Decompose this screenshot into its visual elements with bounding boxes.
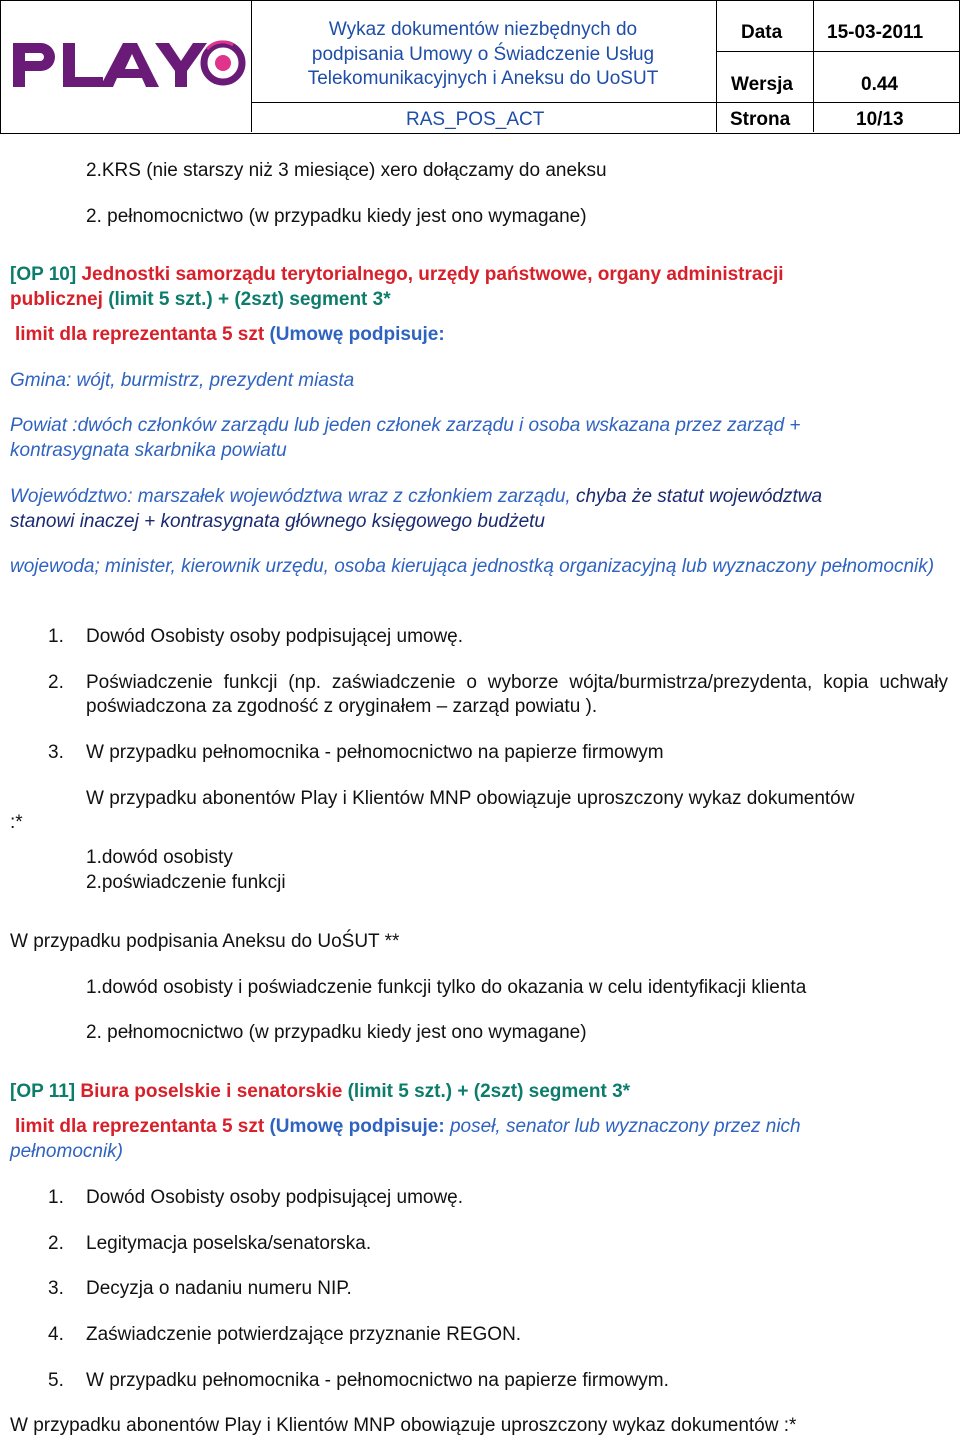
document-header — [0, 0, 960, 134]
op10-item: W przypadku pełnomocnika - pełnomocnictwo na papierze firmowym — [86, 742, 664, 763]
wojewodztwo-line-cont: stanowi inaczej + kontrasygnata głównego księgowego budżetu — [10, 511, 545, 532]
op10-item-number: 1. — [48, 626, 64, 647]
powiat-line-cont: kontrasygnata skarbnika powiatu — [10, 440, 287, 461]
op11-heading: [OP 11] Biura poselskie i senatorskie (limit 5 szt.) + (2szt) segment 3* — [10, 1081, 631, 1102]
op11-rep-limit: limit dla reprezentanta 5 szt (Umowę podpisuje: poseł, senator lub wyznaczony przez nich — [15, 1116, 801, 1137]
document-title: Wykaz dokumentów niezbędnych do podpisania Umowy o Świadczenie Usług Telekomunikacyjnych i Aneksu do UoSUT — [307, 19, 659, 89]
play-logo — [11, 29, 247, 99]
op10-heading: [OP 10] Jednostki samorządu terytorialnego, urzędy państwowe, organy administracji — [10, 264, 784, 285]
powiat-line: Powiat :dwóch członków zarządu lub jeden członek zarządu i osoba wskazana przez zarząd + — [10, 415, 801, 436]
op11-item: W przypadku pełnomocnika - pełnomocnictwo na papierze firmowym. — [86, 1370, 669, 1391]
version-value: 0.44 — [861, 74, 898, 95]
mnp-item: 1.dowód osobisty — [86, 847, 233, 868]
op11-item: Zaświadczenie potwierdzające przyznanie REGON. — [86, 1324, 522, 1345]
krs-line: 2.KRS (nie starszy niż 3 miesiące) xero dołączamy do aneksu — [86, 160, 607, 181]
mnp-item: 2.poświadczenie funkcji — [86, 872, 286, 893]
date-value: 15-03-2011 — [827, 22, 924, 43]
op11-item-number: 5. — [48, 1370, 64, 1391]
page-number: 10/13 — [856, 109, 904, 130]
version-label: Wersja — [731, 74, 793, 95]
power-of-attorney-line: 2. pełnomocnictwo (w przypadku kiedy jest ono wymagane) — [86, 206, 587, 227]
op11-item-number: 2. — [48, 1233, 64, 1254]
annex-item: 2. pełnomocnictwo (w przypadku kiedy jest ono wymagane) — [86, 1022, 587, 1043]
op10-heading-cont: publicznej (limit 5 szt.) + (2szt) segment 3* — [10, 289, 391, 310]
op10-rep-limit: limit dla reprezentanta 5 szt (Umowę podpisuje: — [15, 324, 445, 345]
op11-item: Legitymacja poselska/senatorska. — [86, 1233, 372, 1254]
op10-item: Poświadczenie funkcji (np. zaświadczenie o wyborze wójta/burmistrza/prezydenta, kopia uchwały poświadczona za zgodność z oryginałem – zarząd powiatu ). — [86, 672, 948, 717]
op10-item-number: 3. — [48, 742, 64, 763]
wojewoda-line: wojewoda; minister, kierownik urzędu, osoba kierująca jednostką organizacyjną lub wyznaczony pełnomocnik) — [10, 556, 935, 577]
annex-item: 1.dowód osobisty i poświadczenie funkcji tylko do okazania w celu identyfikacji klienta — [86, 977, 807, 998]
wojewodztwo-line: Województwo: marszałek województwa wraz z członkiem zarządu, chyba że statut województwa — [10, 486, 823, 507]
mnp-simplified-list: W przypadku abonentów Play i Klientów MNP obowiązuje uproszczony wykaz dokumentów — [86, 788, 855, 809]
op11-mnp-line: W przypadku abonentów Play i Klientów MNP obowiązuje uproszczony wykaz dokumentów :* — [10, 1415, 797, 1436]
gmina-line: Gmina: wójt, burmistrz, prezydent miasta — [10, 370, 355, 391]
date-label: Data — [741, 22, 783, 43]
annex-heading: W przypadku podpisania Aneksu do UoŚUT ** — [10, 931, 400, 952]
op11-item-number: 1. — [48, 1187, 64, 1208]
footnote-mark: :* — [10, 812, 23, 833]
op11-item-number: 3. — [48, 1278, 64, 1299]
op10-item-number: 2. — [48, 672, 64, 693]
page-label: Strona — [730, 109, 791, 130]
op11-rep-limit-cont: pełnomocnik) — [10, 1141, 123, 1162]
op11-item: Dowód Osobisty osoby podpisującej umowę. — [86, 1187, 464, 1208]
op11-item: Decyzja o nadaniu numeru NIP. — [86, 1278, 352, 1299]
op10-item: Dowód Osobisty osoby podpisującej umowę. — [86, 626, 464, 647]
document-code: RAS_POS_ACT — [406, 109, 545, 130]
op11-item-number: 4. — [48, 1324, 64, 1345]
